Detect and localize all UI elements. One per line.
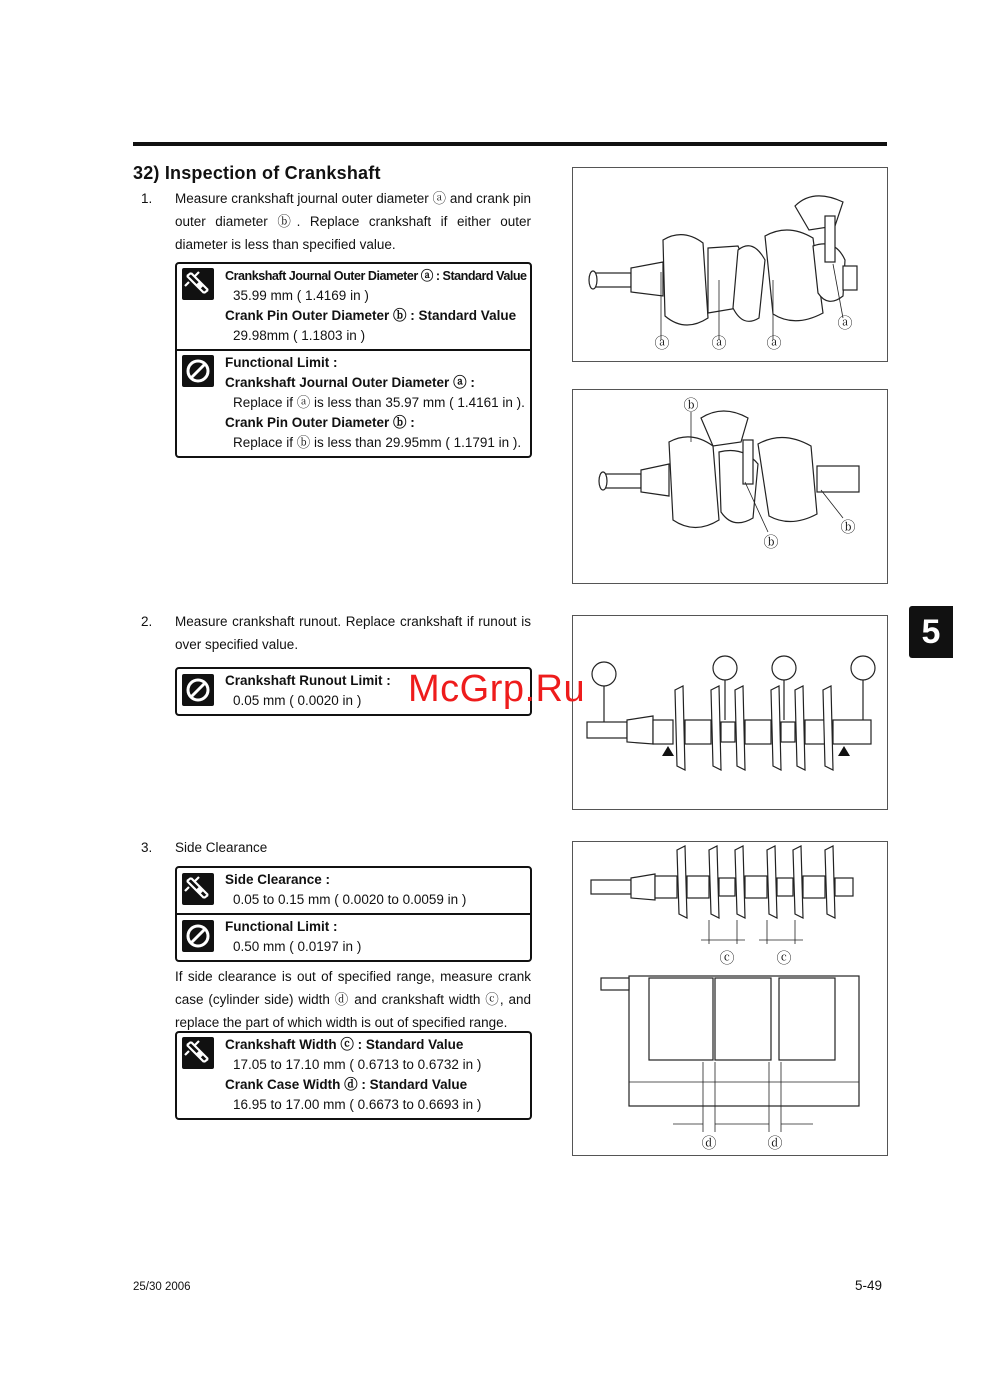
fig4-label-c: ⓒ <box>776 950 792 967</box>
fig1-label-a: ⓐ <box>711 335 727 352</box>
journal-standard-value: 35.99 mm ( 1.4169 in ) <box>233 288 369 303</box>
step3-note: If side clearance is out of specified range, measure crank case (cylinder side) width ⓓ and crankshaft width ⓒ, and replace the part of which width is out of specified range. <box>175 969 531 1030</box>
footer-model: 25/30 2006 <box>133 1281 191 1293</box>
fig2-label-b: ⓑ <box>763 534 779 551</box>
fig4-label-c: ⓒ <box>719 950 735 967</box>
spec-standard-section <box>177 868 530 913</box>
limit-icon <box>182 674 214 706</box>
figure-width-measure <box>572 841 888 1156</box>
fig4-label-d: ⓓ <box>701 1135 717 1152</box>
limit-title: Functional Limit : <box>225 355 338 370</box>
spec-box-diameters <box>175 262 532 458</box>
spec-limit-section <box>177 349 530 456</box>
limit-icon <box>182 920 214 952</box>
journal-standard-label: Crankshaft Journal Outer Diameter ⓐ : Standard Value <box>225 269 527 283</box>
limit-icon <box>182 355 214 387</box>
caliper-icon <box>182 873 214 905</box>
crankshaft-width-label: Crankshaft Width ⓒ : Standard Value <box>225 1037 464 1052</box>
crankshaft-width-value: 17.05 to 17.10 mm ( 0.6713 to 0.6732 in ) <box>233 1057 482 1072</box>
spec-box-side-clearance <box>175 866 532 962</box>
header-rule <box>133 142 887 146</box>
figure-crankpin-measure <box>572 389 888 584</box>
step-text: Side Clearance <box>175 840 268 855</box>
spec-standard-section <box>177 264 530 349</box>
side-clearance-value: 0.05 to 0.15 mm ( 0.0020 to 0.0059 in ) <box>233 892 467 907</box>
fig1-label-a: ⓐ <box>766 335 782 352</box>
section-tab: 5 <box>909 606 953 658</box>
journal-limit-label: Crankshaft Journal Outer Diameter ⓐ : <box>225 375 475 390</box>
case-width-value: 16.95 to 17.00 mm ( 0.6673 to 0.6693 in ) <box>233 1097 482 1112</box>
step-text: Measure crankshaft runout. Replace crankshaft if runout is over specified value. <box>175 614 531 652</box>
watermark: McGrp.Ru <box>408 668 586 710</box>
pin-standard-label: Crank Pin Outer Diameter ⓑ : Standard Value <box>225 308 517 323</box>
caliper-icon <box>182 1037 214 1069</box>
runout-value: 0.05 mm ( 0.0020 in ) <box>233 693 362 708</box>
runout-label: Crankshaft Runout Limit : <box>225 673 391 688</box>
fig2-label-b: ⓑ <box>683 397 699 414</box>
figure-runout-measure <box>572 615 888 810</box>
step-number: 3. <box>141 840 153 855</box>
fig1-label-a: ⓐ <box>837 315 853 332</box>
page-title: 32) Inspection of Crankshaft <box>133 163 381 183</box>
step-number: 2. <box>141 614 153 629</box>
fig2-label-b: ⓑ <box>840 519 856 536</box>
spec-box-widths <box>175 1031 532 1120</box>
fig1-label-a: ⓐ <box>654 335 670 352</box>
side-clearance-label: Side Clearance : <box>225 872 331 887</box>
caliper-icon <box>182 268 214 300</box>
figure-journal-measure <box>572 167 888 362</box>
journal-limit-value: Replace if ⓐ is less than 35.97 mm ( 1.4161 in ). <box>233 395 525 410</box>
page-number: 5-49 <box>855 1278 883 1293</box>
spec-limit-section <box>177 913 530 960</box>
pin-limit-value: Replace if ⓑ is less than 29.95mm ( 1.1791 in ). <box>233 435 522 450</box>
pin-standard-value: 29.98mm ( 1.1803 in ) <box>233 328 366 343</box>
limit-title: Functional Limit : <box>225 919 338 934</box>
step-text: Measure crankshaft journal outer diameter ⓐ and crank pin outer diameter ⓑ. Replace crankshaft if either outer diameter is less than specified value. <box>175 191 531 252</box>
case-width-label: Crank Case Width ⓓ : Standard Value <box>225 1077 468 1092</box>
step-number: 1. <box>141 191 153 206</box>
limit-value: 0.50 mm ( 0.0197 in ) <box>233 939 362 954</box>
fig4-label-d: ⓓ <box>767 1135 783 1152</box>
pin-limit-label: Crank Pin Outer Diameter ⓑ : <box>225 415 415 430</box>
spec-standard-section <box>177 1033 530 1118</box>
